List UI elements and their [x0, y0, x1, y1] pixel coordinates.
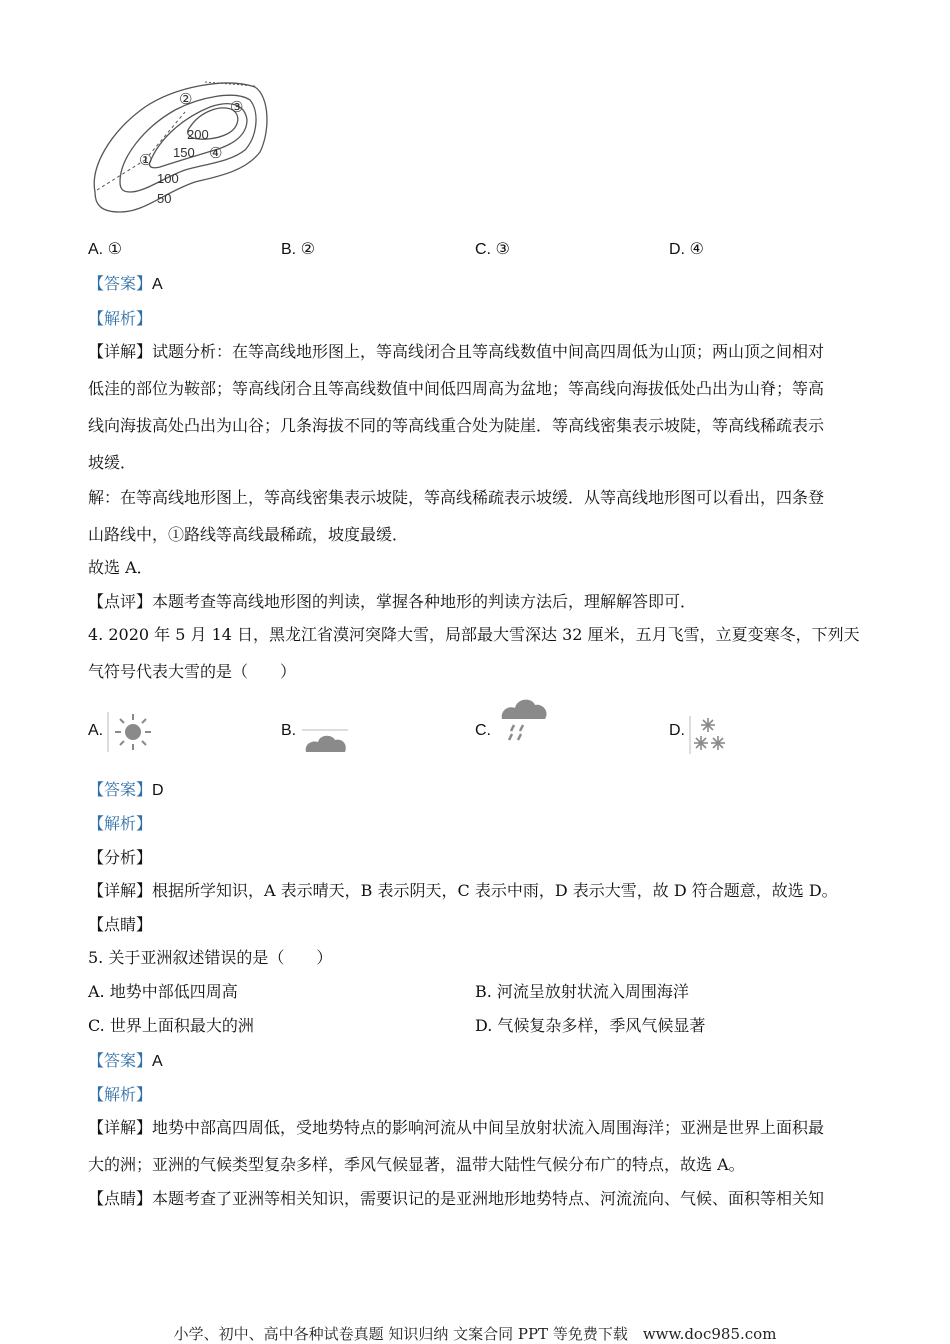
- q5-detail-line-2: 大的洲；亚洲的气候类型复杂多样，季风气候显著，温带大陆性气候分布广的特点，故选 A。: [88, 1155, 745, 1174]
- q5-stem: 5. 关于亚洲叙述错误的是（ ）: [88, 948, 333, 967]
- q4-answer: 【答案】D: [88, 780, 164, 799]
- q4-option-b: B.: [281, 722, 297, 739]
- q3-detail-line-3: 线向海拔高处凸出为山谷；几条海拔不同的等高线重合处为陡崖．等高线密集表示坡陡，等高线稀疏表示: [88, 416, 825, 435]
- q4-detail: 【详解】根据所学知识，A 表示晴天，B 表示阴天，C 表示中雨，D 表示大雪，故 D 符合题意，故选 D。: [88, 881, 838, 900]
- q3-detail-line-1: 【详解】试题分析：在等高线地形图上，等高线闭合且等高线数值中间高四周低为山顶；两山顶之间相对: [88, 342, 825, 361]
- moderate-rain-icon: [498, 693, 550, 745]
- contour-label-150: 150: [173, 145, 195, 160]
- q3-detail-line-2: 低洼的部位为鞍部；等高线闭合且等高线数值中间低四周高为盆地；等高线向海拔低处凸出为山脊；等高: [88, 379, 825, 398]
- q5-analysis-tag: 【解析】: [88, 1085, 153, 1104]
- q3-option-a: A. ①: [88, 241, 122, 258]
- q4-stem-line-2: 气符号代表大雪的是（ ）: [88, 662, 297, 681]
- q3-comment: 【点评】本题考查等高线地形图的判读，掌握各种地形的判读方法后，理解解答即可．: [88, 592, 697, 611]
- page-footer: 小学、初中、高中各种试卷真题 知识归纳 文案合同 PPT 等免费下载 www.doc985.com: [173, 1325, 777, 1343]
- q3-option-d: D. ④: [669, 241, 704, 258]
- overcast-icon: [300, 726, 350, 756]
- q5-answer: 【答案】A: [88, 1051, 163, 1070]
- q5-option-b: B. 河流呈放射状流入周围海洋: [475, 982, 689, 1001]
- q5-option-d: D. 气候复杂多样，季风气候显著: [475, 1016, 706, 1035]
- q4-analysis-tag: 【解析】: [88, 814, 153, 833]
- q3-solve-line-1: 解：在等高线地形图上，等高线密集表示坡陡，等高线稀疏表示坡缓．从等高线地形图可以看出，四条登: [88, 488, 825, 507]
- q3-detail-line-4: 坡缓．: [88, 453, 137, 472]
- route-marker-1: ①: [139, 151, 153, 169]
- q5-option-c: C. 世界上面积最大的洲: [88, 1016, 254, 1035]
- route-marker-2: ②: [179, 90, 193, 108]
- contour-label-200: 200: [187, 127, 209, 142]
- contour-label-50: 50: [157, 191, 172, 206]
- q3-answer: 【答案】A: [88, 274, 163, 293]
- q4-analysis2-tag: 【分析】: [88, 848, 153, 867]
- q3-option-c: C. ③: [475, 241, 510, 258]
- sun-icon: [106, 710, 158, 754]
- q3-solve-line-2: 山路线中，①路线等高线最稀疏，坡度最缓．: [88, 525, 409, 544]
- q5-option-a: A. 地势中部低四周高: [88, 982, 238, 1001]
- q4-option-c: C.: [475, 722, 491, 739]
- q3-solve-line-3: 故选 A．: [88, 558, 153, 577]
- heavy-snow-icon: [688, 714, 732, 756]
- q4-comment-tag: 【点睛】: [88, 915, 153, 934]
- q3-option-b: B. ②: [281, 241, 315, 258]
- q5-comment: 【点睛】本题考查了亚洲等相关知识，需要识记的是亚洲地形地势特点、河流流向、气候、面积等相关知: [88, 1189, 825, 1208]
- route-marker-4: ④: [209, 144, 223, 162]
- q4-option-a: A.: [88, 722, 104, 739]
- contour-label-100: 100: [157, 171, 179, 186]
- q4-stem-line-1: 4. 2020 年 5 月 14 日，黑龙江省漠河突降大雪，局部最大雪深达 32 厘米，五月飞雪，立夏变寒冬，下列天: [88, 625, 860, 644]
- contour-map: [85, 72, 275, 217]
- q3-analysis-tag: 【解析】: [88, 309, 153, 328]
- route-marker-3: ③: [230, 98, 244, 116]
- q5-detail-line-1: 【详解】地势中部高四周低，受地势特点的影响河流从中间呈放射状流入周围海洋；亚洲是世界上面积最: [88, 1118, 825, 1137]
- q4-option-d: D.: [669, 722, 685, 739]
